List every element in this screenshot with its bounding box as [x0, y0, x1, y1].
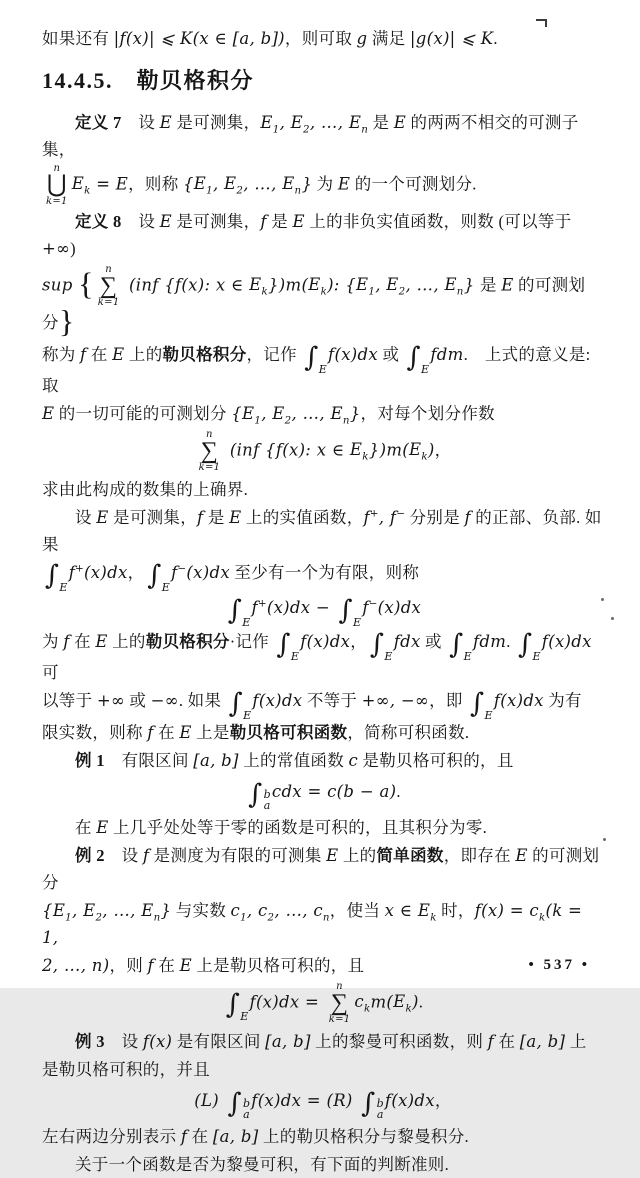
- math-expression: (x)dx −: [266, 598, 336, 617]
- math-expression: f: [260, 212, 267, 231]
- math-expression: g: [356, 29, 368, 48]
- math-expression: x ∈: [384, 901, 418, 920]
- integral-sign: $\int_E$: [304, 342, 328, 376]
- scan-artifact: [611, 617, 614, 620]
- math-expression: f+: [68, 563, 85, 582]
- paragraph-line: $\int_Ef^+(x)dx$， $\int_Ef^-(x)dx$ 至少有一个为有限，则称: [45, 560, 420, 594]
- math-expression: (x)dx: [84, 563, 128, 582]
- math-expression: $E_2$: [83, 901, 103, 924]
- math-expression: E: [159, 113, 172, 132]
- math-expression: ,: [71, 901, 84, 920]
- math-expression: f: [63, 632, 70, 651]
- paragraph-line: 左右两边分别表示 f 在 [a, b] 上的勒贝格积分与黎曼积分.: [42, 1127, 469, 1146]
- scan-artifact: [603, 838, 606, 841]
- integral-sign: $\int_E$: [227, 595, 251, 629]
- math-expression: f−: [362, 598, 378, 617]
- math-expression: fdm: [430, 345, 464, 364]
- math-expression: })m(: [267, 275, 309, 295]
- math-expression: ,: [212, 174, 225, 194]
- math-expression: E: [42, 404, 55, 423]
- integral-sign: $\int_E$: [370, 629, 393, 663]
- paragraph-line: 定义 7 设 E 是可测集，$E_1$, $E_2$, …, $E_n$ 是 E 的两两不相交的可测子集，: [42, 113, 579, 159]
- math-expression: })m(: [368, 440, 409, 460]
- paragraph-line: 2, …, n)，则 f 在 E 上是勒贝格可积的，且: [42, 956, 365, 975]
- math-expression: ): {: [327, 275, 357, 295]
- big-brace: }: [58, 303, 75, 339]
- math-expression: $E_k$: [417, 901, 437, 924]
- paragraph-line: 关于一个函数是否为黎曼可积，有下面的判断准则.: [75, 1155, 450, 1174]
- math-expression: }: [349, 404, 361, 423]
- math-expression: +∞, −∞: [361, 691, 430, 710]
- big-brace: {: [78, 265, 94, 302]
- math-expression: $E_k$: [393, 992, 412, 1015]
- math-expression: f(x)dx: [493, 691, 544, 710]
- math-expression: f+: [363, 508, 379, 527]
- paragraph-line: {$E_1$, $E_2$, …, $E_n$} 与实数 $c_1$, $c_2$, …, $c_n$，使当 x ∈ $E_k$ 时，$f(x) = c_k(k = 1$,: [42, 901, 583, 947]
- integral-sign: $\int_E$: [406, 342, 430, 376]
- integral-sign: $\int_E$: [470, 688, 493, 722]
- paragraph-line: 称为 f 在 E 上的勒贝格积分，记作 $\int_Ef(x)dx$ 或 $\int_Efdm$. 上式的意义是: 取: [42, 342, 591, 395]
- math-expression: fdx: [393, 632, 421, 651]
- math-expression: f: [142, 846, 150, 865]
- paragraph-line: 求由此构成的数集的上确界.: [42, 480, 249, 499]
- math-expression: [a, b]: [265, 1032, 311, 1051]
- display-formula: sup { n ∑ k=1 (inf {f(x): x ∈ $E_k\})m(E_k)$: {$E_1$, $E_2$, …, $E_n$} 是 E 的可测划分}: [42, 264, 586, 339]
- math-expression: (L): [194, 1091, 225, 1110]
- math-expression: f(x)dx: [541, 632, 592, 651]
- math-expression: ,: [261, 404, 273, 423]
- math-expression: $c_k$: [354, 992, 371, 1015]
- math-expression: m(: [370, 992, 394, 1012]
- math-expression: $c_k$: [529, 901, 546, 924]
- paragraph-line: 是勒贝格可积的，并且: [42, 1060, 210, 1079]
- math-expression: $E_1$: [193, 174, 213, 197]
- math-expression: $E_k$: [349, 440, 369, 463]
- math-expression: f−: [389, 508, 406, 527]
- summation-sign: n ∑ k=1: [97, 264, 120, 308]
- math-expression: E: [179, 723, 192, 742]
- math-expression: $E_2$: [290, 113, 310, 136]
- integral-sign: $\int_E$: [449, 629, 472, 663]
- bold-term: 例 1: [75, 751, 105, 770]
- math-expression: $E_2$: [272, 404, 292, 427]
- math-expression: f(x)dx: [252, 691, 303, 710]
- math-expression: f(x)dx: [300, 632, 351, 651]
- math-expression: f(x) =: [474, 901, 530, 920]
- math-expression: [a, b]: [212, 1127, 259, 1146]
- math-expression: E: [515, 846, 528, 865]
- math-expression: , …,: [291, 404, 331, 423]
- math-expression: $E_2$: [224, 174, 244, 197]
- math-expression: $E_k$: [71, 174, 91, 197]
- math-expression: E: [96, 818, 109, 837]
- math-expression: (x)dx: [377, 598, 422, 617]
- paragraph-line: 设 E 是可测集，f 是 E 上的实值函数，f+, f− 分别是 f 的正部、负部. 如果: [42, 508, 602, 554]
- math-expression: ): [412, 992, 419, 1012]
- math-expression: +∞: [96, 691, 125, 710]
- math-expression: −∞: [150, 691, 179, 710]
- math-expression: +∞: [42, 239, 71, 258]
- integral-sign: $\int_E$: [45, 560, 68, 594]
- integral-sign: $\int_E$: [225, 989, 249, 1024]
- math-expression: f(x)dx: [384, 1091, 435, 1110]
- section-heading: 14.4.5. 勒贝格积分: [42, 68, 255, 93]
- math-expression: $c_1$: [230, 901, 247, 924]
- math-expression: ): [427, 440, 435, 460]
- math-expression: f(x)dx =: [249, 992, 325, 1012]
- math-expression: f: [180, 1127, 188, 1146]
- math-expression: f(x): [142, 1032, 173, 1051]
- paragraph-line: 如果还有 |f(x)| ⩽ K(x ∈ [a, b])，则可取 g 满足 |g(x)| ⩽ K.: [42, 29, 498, 48]
- union-sign: n ⋃ k=1: [46, 163, 68, 207]
- paragraph-line: 为 f 在 E 上的勒贝格积分·记作 $\int_Ef(x)dx$， $\int_Efdx$ 或 $\int_Efdm$. $\int_Ef(x)dx$ 可: [42, 629, 592, 682]
- math-expression: $E_1$: [260, 113, 280, 136]
- math-expression: f: [464, 508, 471, 527]
- math-expression: $E_n$: [444, 275, 464, 298]
- display-formula: n ∑ k=1 (inf {f(x): x ∈ $E_k\})m(E_k)$，: [198, 429, 452, 473]
- math-expression: $E_k$: [308, 275, 328, 298]
- bold-term: 勒贝格可积函数: [229, 723, 348, 742]
- math-expression: {: [182, 174, 194, 194]
- integral-sign: $\int_E$: [228, 688, 252, 722]
- math-expression: $E_n$: [348, 113, 369, 136]
- math-expression: $E_n$: [282, 174, 302, 197]
- paragraph-line: 定义 8 设 E 是可测集，f 是 E 上的非负实值函数，则数 (可以等于 +∞): [42, 212, 572, 258]
- math-expression: E: [326, 846, 339, 865]
- paragraph-line: 例 3 设 f(x) 是有限区间 [a, b] 上的黎曼可积函数，则 f 在 [a, b] 上: [75, 1032, 587, 1051]
- math-expression: f: [147, 956, 154, 975]
- paragraph-line: 以等于 +∞ 或 −∞. 如果 $\int_Ef(x)dx$ 不等于 +∞, −∞，即 $\int_Ef(x)dx$ 为有: [42, 688, 582, 722]
- math-expression: |f(x)| ⩽ K(x ∈ [a, b]): [113, 29, 285, 48]
- display-formula: $\int_Ef(x)dx$ = n ∑ k=1 $c_km(E_k)$.: [225, 981, 424, 1025]
- integral-sign: $\int_E$: [518, 629, 541, 663]
- paragraph-line: 在 E 上几乎处处等于零的函数是可积的，且其积分为零.: [75, 818, 488, 837]
- math-expression: f: [197, 508, 204, 527]
- bold-term: 定义 8: [75, 212, 122, 231]
- bold-term: 例 2: [75, 846, 105, 865]
- math-expression: (x)dx: [186, 563, 230, 582]
- bold-term: 勒贝格积分: [162, 345, 247, 364]
- display-formula: (L) ∫ b a f(x)dx = (R) ∫ b a f(x)dx，: [194, 1088, 452, 1121]
- integral-sign: ∫ b a: [248, 779, 271, 812]
- math-expression: (inf {f(x): x ∈: [224, 440, 350, 460]
- integral-sign: $\int_E$: [276, 629, 300, 663]
- math-expression: $E_1$: [356, 275, 376, 298]
- math-expression: E: [292, 212, 305, 231]
- paragraph-line: 限实数，则称 f 在 E 上是勒贝格可积函数，简称可积函数.: [42, 723, 470, 742]
- integral-sign: ∫ b a: [361, 1088, 384, 1121]
- math-expression: , …,: [243, 174, 283, 194]
- math-expression: , …,: [405, 275, 445, 295]
- scan-artifact: [601, 598, 604, 601]
- math-expression: E: [393, 113, 407, 132]
- bold-term: 简单函数: [376, 846, 444, 865]
- math-expression: [a, b]: [193, 751, 239, 770]
- math-expression: (k = 1,: [42, 901, 583, 947]
- math-expression: ,: [279, 113, 291, 132]
- math-expression: }: [463, 275, 481, 295]
- page-content: [42, 25, 604, 1178]
- math-expression: $E_1$: [242, 404, 262, 427]
- math-expression: $E_n$: [330, 404, 350, 427]
- scan-artifact: [536, 19, 547, 27]
- math-expression: f+: [251, 598, 267, 617]
- math-expression: cdx = c(b − a): [271, 782, 397, 801]
- math-expression: (inf {f(x): x ∈: [123, 275, 250, 295]
- math-expression: $E_2$: [386, 275, 406, 298]
- math-expression: $c_n$: [313, 901, 330, 924]
- math-expression: {: [231, 404, 243, 423]
- math-expression: $E_k$: [249, 275, 268, 298]
- paragraph-line: E 的一切可能的可测划分 {$E_1$, $E_2$, …, $E_n$}，对每个划分作数: [42, 404, 495, 427]
- math-expression: $E_k$: [409, 440, 428, 463]
- math-expression: E: [112, 345, 125, 364]
- math-expression: E: [501, 275, 514, 295]
- math-expression: }: [301, 174, 313, 194]
- math-expression: E: [337, 174, 351, 194]
- integral-sign: $\int_E$: [147, 560, 171, 594]
- math-expression: [a, b]: [519, 1032, 566, 1051]
- bold-term: 勒贝格积分: [145, 632, 230, 651]
- math-expression: E: [229, 508, 242, 527]
- math-expression: , …,: [274, 901, 314, 920]
- summation-sign: n ∑ k=1: [198, 429, 221, 473]
- display-formula: ∫ b a cdx = c(b − a).: [248, 779, 401, 812]
- math-expression: , …,: [102, 901, 142, 920]
- summation-sign: n ∑ k=1: [328, 981, 351, 1025]
- math-expression: f: [80, 345, 87, 364]
- math-expression: $c_2$: [258, 901, 275, 924]
- page-number: • 537 •: [528, 957, 590, 973]
- paragraph-line: 例 2 设 f 是测度为有限的可测集 E 上的简单函数，即存在 E 的可测划分: [42, 846, 600, 892]
- bold-term: 例 3: [75, 1032, 105, 1051]
- math-expression: , …,: [309, 113, 349, 132]
- math-expression: $E_n$: [141, 901, 161, 924]
- math-expression: ,: [375, 275, 387, 295]
- integral-sign: ∫ b a: [227, 1088, 251, 1121]
- bold-term: 定义 7: [75, 113, 122, 132]
- math-expression: f−: [171, 563, 187, 582]
- math-expression: E: [179, 956, 192, 975]
- math-expression: f: [487, 1032, 495, 1051]
- math-expression: fdm: [473, 632, 507, 651]
- math-expression: c: [348, 751, 358, 770]
- math-expression: E: [95, 632, 108, 651]
- math-expression: = E: [90, 174, 129, 194]
- math-expression: 2, …, n): [42, 956, 110, 975]
- math-expression: E: [96, 508, 109, 527]
- math-expression: f(x)dx = (R): [251, 1091, 359, 1110]
- integral-sign: $\int_E$: [338, 595, 362, 629]
- math-expression: |g(x)| ⩽ K: [409, 29, 494, 48]
- math-expression: ,: [378, 508, 390, 527]
- display-formula: [42, 593, 604, 629]
- math-expression: }: [160, 901, 172, 920]
- paragraph-line: n ⋃ k=1 $E_k = E$，则称 {$E_1$, $E_2$, …, $E_n$} 为 E 的一个可测划分.: [46, 163, 477, 207]
- math-expression: f: [147, 723, 154, 742]
- math-expression: ,: [246, 901, 258, 920]
- math-expression: {: [42, 901, 53, 920]
- paragraph-line: 例 1 有限区间 [a, b] 上的常值函数 c 是勒贝格可积的，且: [75, 751, 514, 770]
- math-expression: sup: [42, 275, 79, 295]
- math-expression: f(x)dx: [328, 345, 379, 364]
- math-expression: $E_1$: [52, 901, 72, 924]
- math-expression: E: [159, 212, 172, 231]
